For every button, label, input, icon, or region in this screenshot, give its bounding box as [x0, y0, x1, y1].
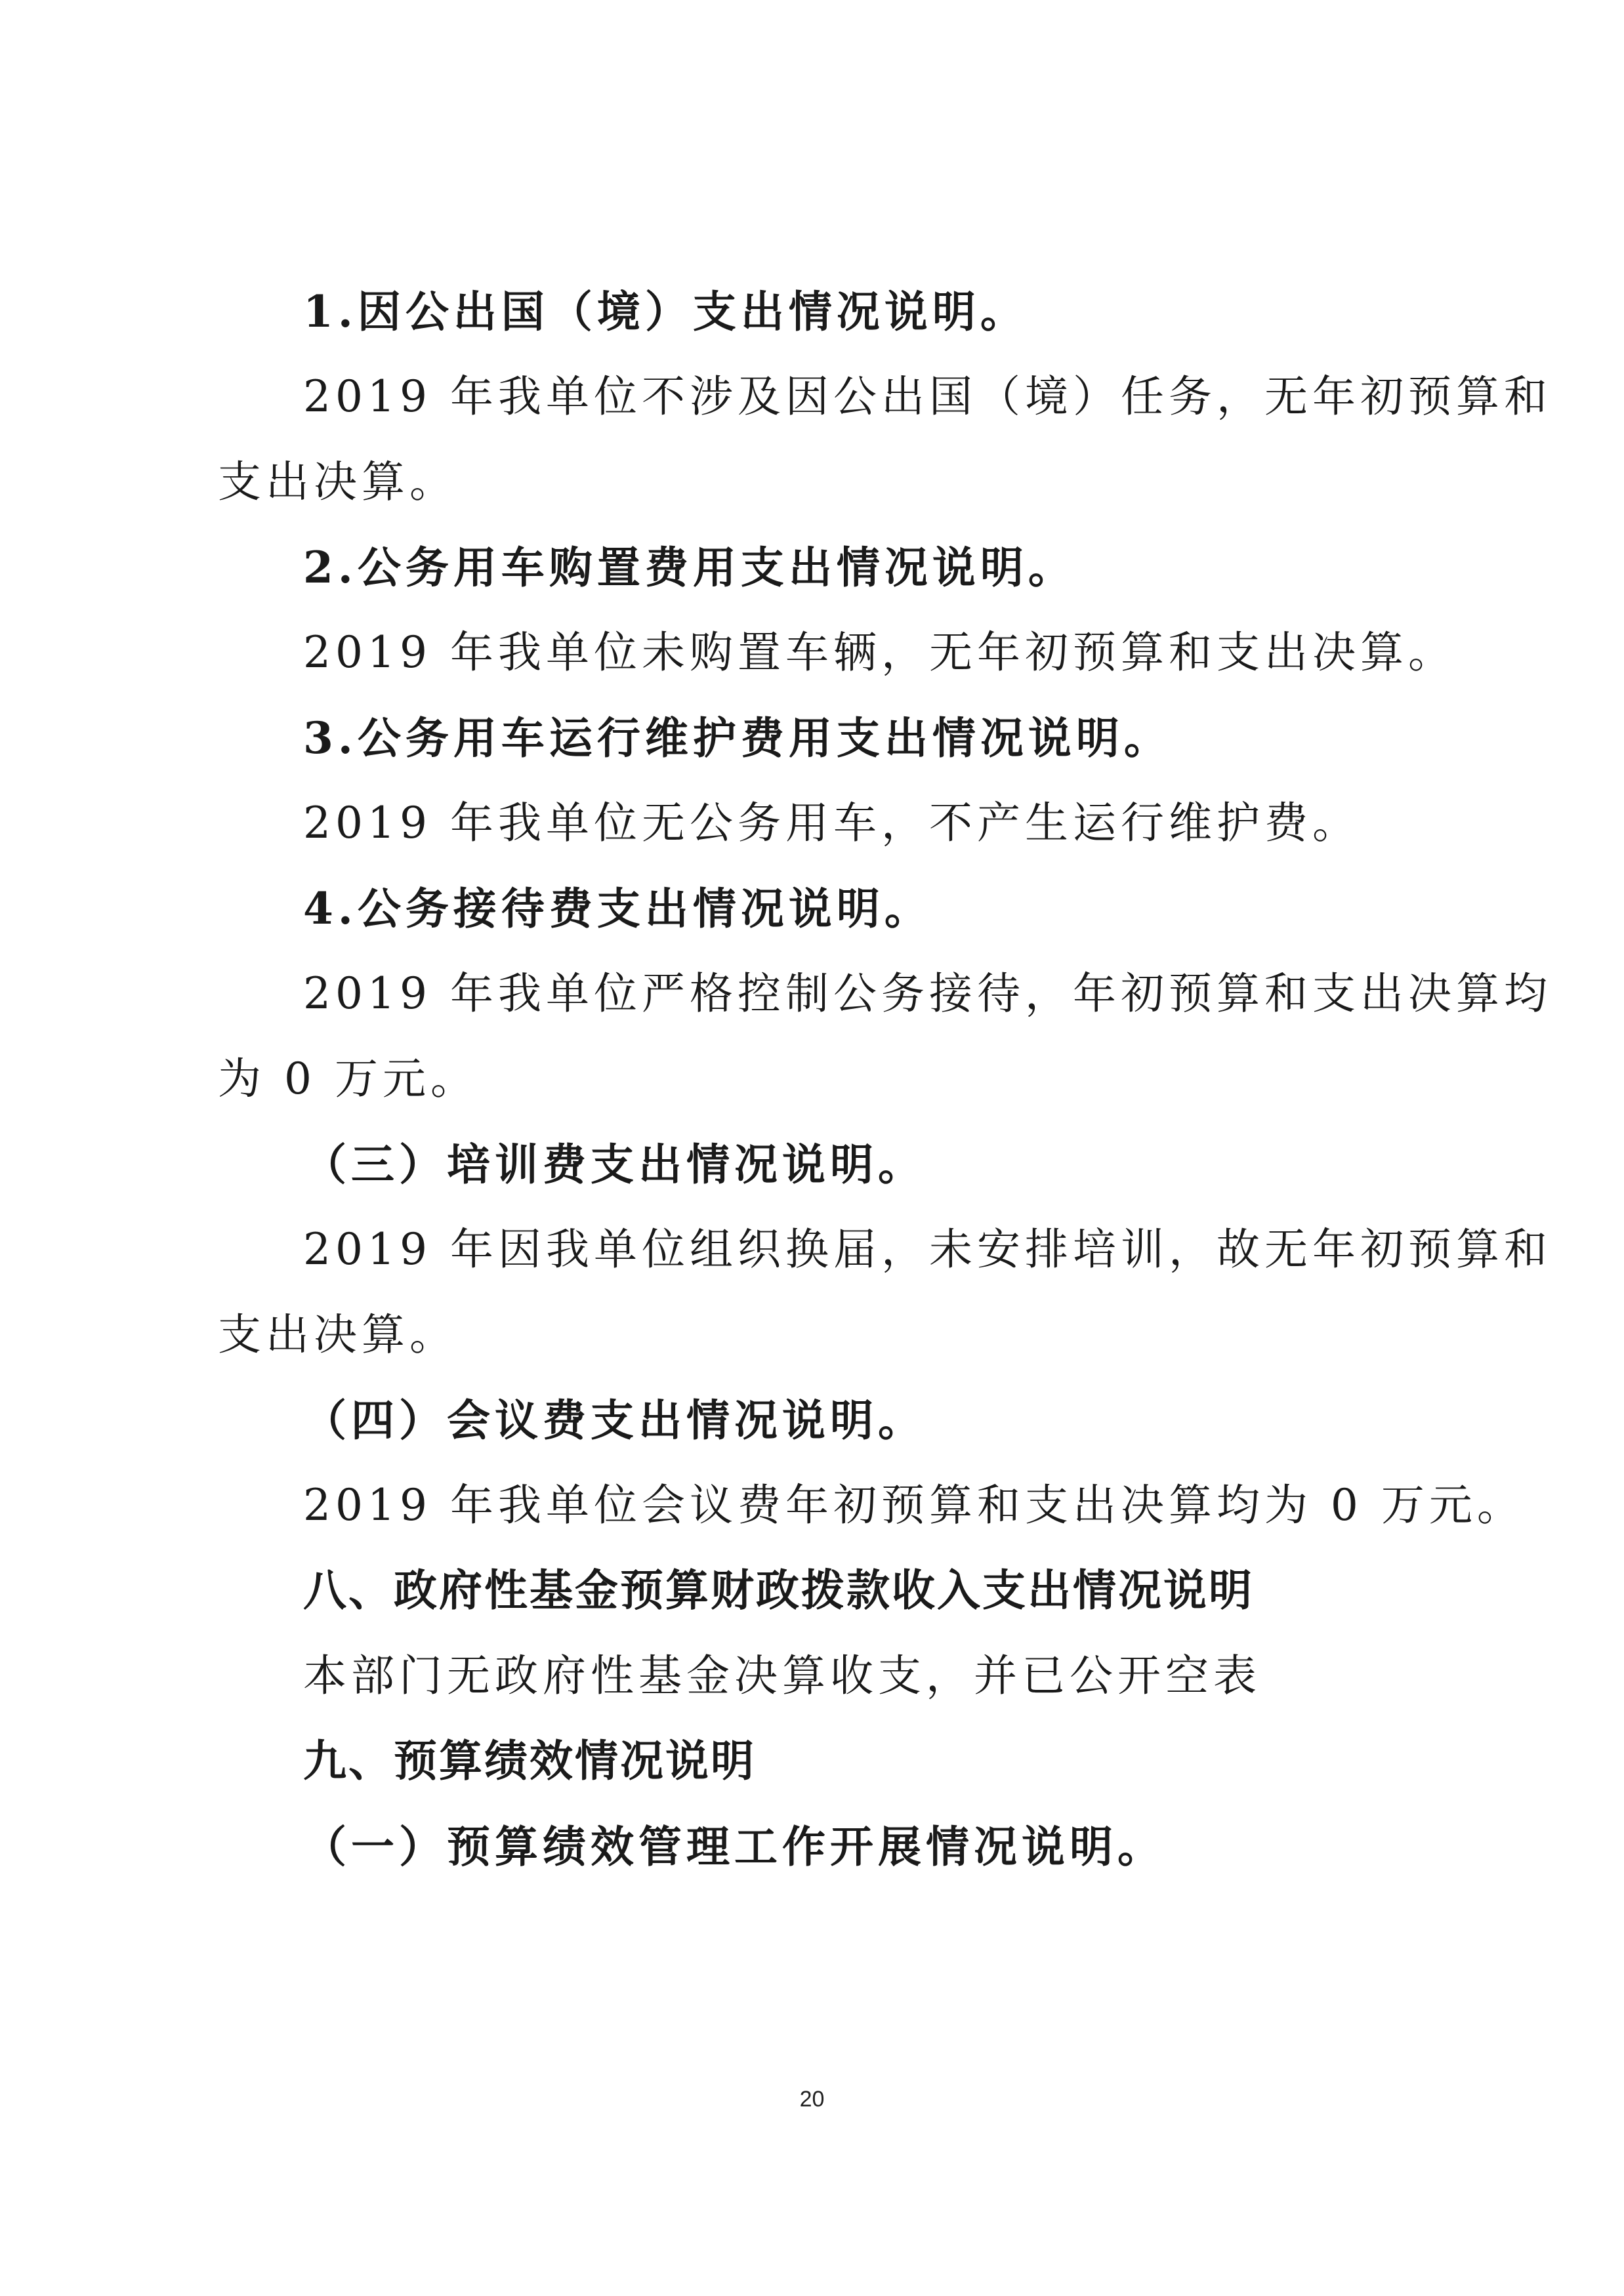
- paragraph-line: 支出决算。: [218, 457, 457, 507]
- paragraph-line: 2019 年因我单位组织换届，未安排培训，故无年初预算和: [303, 1224, 1552, 1275]
- subheading-reception: 4.公务接待费支出情况说明。: [303, 883, 932, 934]
- paragraph-line: 2019 年我单位会议费年初预算和支出决算均为 0 万元。: [303, 1480, 1525, 1530]
- section-heading-performance: 九、预算绩效情况说明: [303, 1736, 756, 1786]
- page-number: 20: [799, 2087, 825, 2112]
- paragraph-line: 为 0 万元。: [218, 1054, 478, 1104]
- subheading-training: （三）培训费支出情况说明。: [303, 1139, 926, 1190]
- subheading-vehicle-purchase: 2.公务用车购置费用支出情况说明。: [303, 542, 1076, 593]
- subheading-vehicle-maintenance: 3.公务用车运行维护费用支出情况说明。: [303, 712, 1172, 764]
- section-heading-government-fund: 八、政府性基金预算财政拨款收入支出情况说明: [303, 1565, 1254, 1616]
- paragraph-line: 本部门无政府性基金决算收支，并已公开空表: [303, 1650, 1261, 1701]
- subheading-performance-management: （一）预算绩效管理工作开展情况说明。: [303, 1821, 1165, 1872]
- subheading-overseas-travel: 1.因公出国（境）支出情况说明。: [303, 286, 1028, 337]
- paragraph-line: 2019 年我单位无公务用车，不产生运行维护费。: [303, 798, 1360, 848]
- paragraph-line: 2019 年我单位严格控制公务接待，年初预算和支出决算均: [303, 968, 1552, 1019]
- paragraph-line: 2019 年我单位不涉及因公出国（境）任务，无年初预算和: [303, 371, 1552, 422]
- paragraph-line: 支出决算。: [218, 1309, 457, 1360]
- subheading-meeting: （四）会议费支出情况说明。: [303, 1395, 926, 1446]
- paragraph-line: 2019 年我单位未购置车辆，无年初预算和支出决算。: [303, 627, 1456, 678]
